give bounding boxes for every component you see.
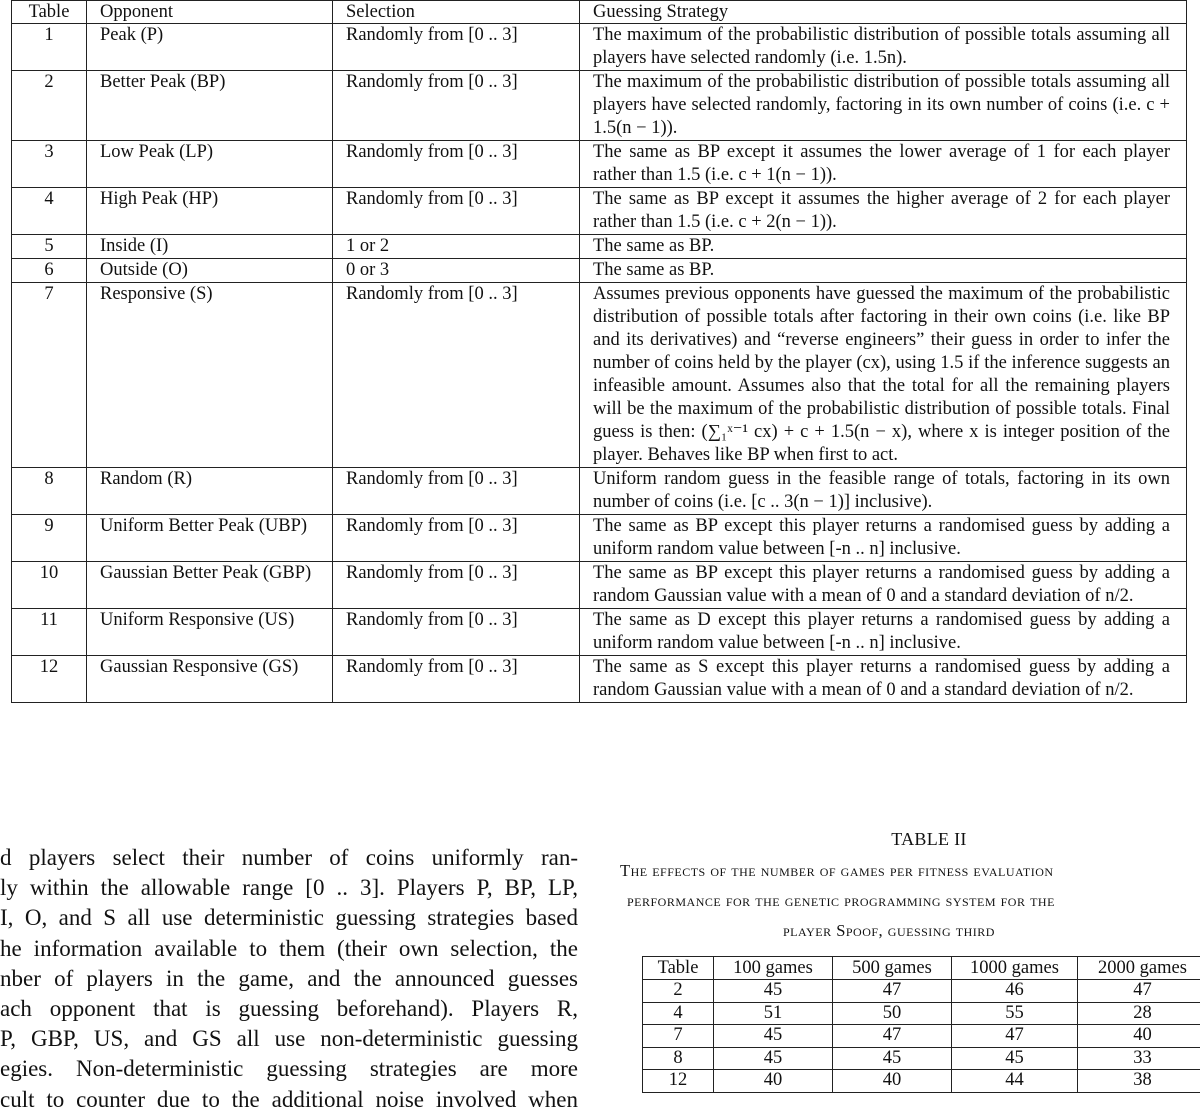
row-number: 3 [12, 141, 87, 188]
cell: 50 [833, 1002, 952, 1025]
guessing-strategy: The maximum of the probabilistic distribution of possible totals assuming all players have selected randomly, factoring in its own number of coins (i.e. c + 1.5(n − 1)). [580, 71, 1187, 141]
row-number: 9 [12, 515, 87, 562]
cell: 45 [714, 980, 833, 1003]
body-line: cult to counter due to the additional noise involved when [0, 1085, 578, 1115]
opponent-name: Outside (O) [87, 259, 333, 283]
body-line: nber of players in the game, and the announced guesses [0, 964, 578, 994]
table-row [643, 1025, 1200, 1048]
guessing-strategy: The same as D except this player returns a randomised guess by adding a uniform random value between [-n .. n] inclusive. [580, 609, 1187, 656]
selection-rule: Randomly from [0 .. 3] [333, 141, 580, 188]
body-paragraph-full [0, 0, 1, 1]
selection-rule: 1 or 2 [333, 235, 580, 259]
cell: 55 [952, 1002, 1078, 1025]
selection-rule: Randomly from [0 .. 3] [333, 188, 580, 235]
cell: 46 [952, 980, 1078, 1003]
table-row [643, 980, 1200, 1003]
table-row [12, 24, 1187, 71]
header-guessing-strategy: Guessing Strategy [580, 1, 1187, 24]
table-row [12, 656, 1187, 703]
row-number: 7 [12, 283, 87, 468]
header-opponent: Opponent [87, 1, 333, 24]
table-row [12, 188, 1187, 235]
cell: 4 [643, 1002, 714, 1025]
table-row [12, 562, 1187, 609]
table-row [643, 1002, 1200, 1025]
table-row [12, 259, 1187, 283]
cell: 47 [833, 1025, 952, 1048]
opponent-name: Inside (I) [87, 235, 333, 259]
table-row [12, 468, 1187, 515]
opponent-name: Uniform Responsive (US) [87, 609, 333, 656]
selection-rule: 0 or 3 [333, 259, 580, 283]
cell: 45 [714, 1025, 833, 1048]
selection-rule: Randomly from [0 .. 3] [333, 656, 580, 703]
body-line: he information available to them (their own selection, the [0, 934, 578, 964]
cell: 45 [833, 1047, 952, 1070]
table-row [12, 283, 1187, 468]
cell: 45 [714, 1047, 833, 1070]
selection-rule: Randomly from [0 .. 3] [333, 562, 580, 609]
guessing-strategy: The same as BP except this player returns a randomised guess by adding a random Gaussian value with a mean of 0 and a standard deviation of n/2. [580, 562, 1187, 609]
cell: 51 [714, 1002, 833, 1025]
opponent-name: High Peak (HP) [87, 188, 333, 235]
row-number: 10 [12, 562, 87, 609]
row-number: 2 [12, 71, 87, 141]
cell: 40 [1078, 1025, 1200, 1048]
table-row [12, 609, 1187, 656]
row-number: 6 [12, 259, 87, 283]
cell: 40 [833, 1070, 952, 1093]
guessing-strategy: The same as BP except it assumes the lower average of 1 for each player rather than 1.5 (i.e. c + 1(n − 1)). [580, 141, 1187, 188]
header-selection: Selection [333, 1, 580, 24]
opponent-name: Gaussian Responsive (GS) [87, 656, 333, 703]
header-1000-games: 1000 games [952, 957, 1078, 980]
cell: 47 [833, 980, 952, 1003]
opponent-name: Random (R) [87, 468, 333, 515]
opponent-name: Uniform Better Peak (UBP) [87, 515, 333, 562]
guessing-strategy: The same as BP except it assumes the higher average of 2 for each player rather than 1.5 (i.e. c + 2(n − 1)). [580, 188, 1187, 235]
opponent-name: Low Peak (LP) [87, 141, 333, 188]
opponents-table-header [12, 1, 1187, 24]
games-table-header [643, 957, 1200, 980]
cell: 40 [714, 1070, 833, 1093]
row-number: 5 [12, 235, 87, 259]
cell: 28 [1078, 1002, 1200, 1025]
body-line: d players select their number of coins uniformly ran- [0, 843, 578, 873]
guessing-strategy: The same as BP except this player returns a randomised guess by adding a uniform random value between [-n .. n] inclusive. [580, 515, 1187, 562]
selection-rule: Randomly from [0 .. 3] [333, 468, 580, 515]
guessing-strategy: The same as BP. [580, 259, 1187, 283]
opponent-name: Gaussian Better Peak (GBP) [87, 562, 333, 609]
cell: 33 [1078, 1047, 1200, 1070]
guessing-strategy: The same as BP. [580, 235, 1187, 259]
table-row [643, 1047, 1200, 1070]
table-row [12, 71, 1187, 141]
guessing-strategy: The maximum of the probabilistic distribution of possible totals assuming all players have selected randomly (i.e. 1.5n). [580, 24, 1187, 71]
guessing-strategy: The same as S except this player returns a randomised guess by adding a random Gaussian value with a mean of 0 and a standard deviation of n/2. [580, 656, 1187, 703]
cell: 8 [643, 1047, 714, 1070]
header-table: Table [643, 957, 714, 980]
cell: 2 [643, 980, 714, 1003]
body-line: egies. Non-deterministic guessing strategies are more [0, 1054, 578, 1084]
body-line: ly within the allowable range [0 .. 3]. Players P, BP, LP, [0, 873, 578, 903]
selection-rule: Randomly from [0 .. 3] [333, 609, 580, 656]
row-number: 4 [12, 188, 87, 235]
cell: 12 [643, 1070, 714, 1093]
body-line: P, GBP, US, and GS all use non-deterministic guessing [0, 1024, 578, 1054]
cell: 45 [952, 1047, 1078, 1070]
guessing-strategy: Uniform random guess in the feasible range of totals, factoring in its own number of coins (i.e. [c .. 3(n − 1)] inclusive). [580, 468, 1187, 515]
cell: 47 [952, 1025, 1078, 1048]
row-number: 8 [12, 468, 87, 515]
table-row [12, 235, 1187, 259]
caption-line: player Spoof, guessing third [615, 916, 1200, 946]
cell: 47 [1078, 980, 1200, 1003]
cell: 44 [952, 1070, 1078, 1093]
body-line: ach opponent that is guessing beforehand). Players R, [0, 994, 578, 1024]
cell: 38 [1078, 1070, 1200, 1093]
opponent-name: Better Peak (BP) [87, 71, 333, 141]
guessing-strategy: Assumes previous opponents have guessed the maximum of the probabilistic distribution of possible totals after factoring in their own coins (i.e. like BP and its derivatives) and “reverse engineers” their guess in order to infer the number of coins held by the player (cx), using 1.5 if the inference suggests an infeasible amount. Assumes also that the total for all the remaining players will be the maximum of the probabilistic distribution of possible totals. Final guess is then: (∑₁ˣ⁻¹ cx) + c + 1.5(n − x), where x is integer position of the player. Behaves like BP when first to act. [580, 283, 1187, 468]
opponents-table [11, 0, 1187, 703]
opponent-name: Peak (P) [87, 24, 333, 71]
header-table: Table [12, 1, 87, 24]
selection-rule: Randomly from [0 .. 3] [333, 71, 580, 141]
caption-line: performance for the genetic programming system for the [615, 886, 1200, 916]
row-number: 12 [12, 656, 87, 703]
selection-rule: Randomly from [0 .. 3] [333, 283, 580, 468]
selection-rule: Randomly from [0 .. 3] [333, 515, 580, 562]
table2-title: TABLE II [600, 829, 1200, 850]
table-row [12, 515, 1187, 562]
caption-line: The effects of the number of games per fitness evaluation [615, 856, 1200, 886]
body-paragraph [0, 843, 578, 1115]
row-number: 1 [12, 24, 87, 71]
row-number: 11 [12, 609, 87, 656]
table2-caption [615, 856, 1200, 946]
header-500-games: 500 games [833, 957, 952, 980]
header-100-games: 100 games [714, 957, 833, 980]
table-row [643, 1070, 1200, 1093]
header-2000-games: 2000 games [1078, 957, 1200, 980]
body-line: I, O, and S all use deterministic guessing strategies based [0, 903, 578, 933]
cell: 7 [643, 1025, 714, 1048]
games-table [642, 956, 1200, 1093]
opponent-name: Responsive (S) [87, 283, 333, 468]
selection-rule: Randomly from [0 .. 3] [333, 24, 580, 71]
table-row [12, 141, 1187, 188]
